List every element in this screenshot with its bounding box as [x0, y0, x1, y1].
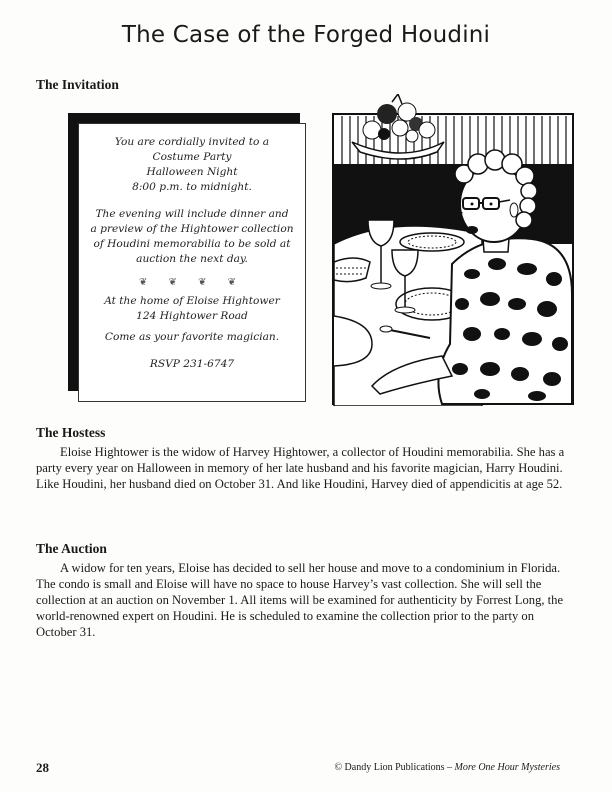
footer-publisher: © Dandy Lion Publications –: [334, 762, 455, 773]
hostess-paragraph: Eloise Hightower is the widow of Harvey Hightower, a collector of Houdini memorabilia. She has a party every year on Halloween in memory of her late husband and his favorite magician, Harry Houdini. Like Houdini, her husband died on October 31. And like Houdini, Harvey died of appendicitis at age 52.: [36, 445, 565, 491]
page-number: 28: [36, 760, 49, 775]
footer-book-title: More One Hour Mysteries: [454, 762, 560, 773]
invitation-line: of Houdini memorabilia to be sold at: [93, 238, 291, 250]
hostess-heading: The Hostess: [36, 425, 106, 440]
auction-paragraph: A widow for ten years, Eloise has decided to sell her house and move to a condominium in Florida. The condo is small and Eloise will have no space to house Harvey’s vast collection. She will sell the collection at an auction on November 1. All items will be examined for authenticity by Forrest Long, the world-renowned expert on Houdini. He is scheduled to examine the collection prior to the party on October 31.: [36, 561, 564, 639]
invitation-line: auction the next day.: [136, 253, 248, 265]
leaf-divider: ❦ ❦ ❦ ❦: [138, 277, 246, 288]
invitation-line: At the home of Eloise Hightower: [104, 295, 280, 307]
invitation-line: 8:00 p.m. to midnight.: [132, 181, 252, 193]
invitation-line: a preview of the Hightower collection: [90, 223, 294, 235]
invitation-line: Halloween Night: [146, 166, 238, 178]
invitation-line: The evening will include dinner and: [95, 208, 289, 220]
invitation-card: [78, 123, 306, 402]
auction-heading: The Auction: [36, 541, 107, 556]
invitation-line: Costume Party: [152, 151, 232, 163]
invitation-heading: The Invitation: [36, 77, 119, 92]
hostess-illustration: [332, 94, 576, 406]
invitation-line: Come as your favorite magician.: [104, 331, 280, 343]
invitation-line: You are cordially invited to a: [114, 136, 270, 148]
invitation-line: 124 Hightower Road: [136, 310, 248, 322]
footer-credit: [334, 762, 560, 773]
page-title: The Case of the Forged Houdini: [121, 22, 491, 48]
invitation-rsvp: RSVP 231-6747: [149, 358, 235, 370]
